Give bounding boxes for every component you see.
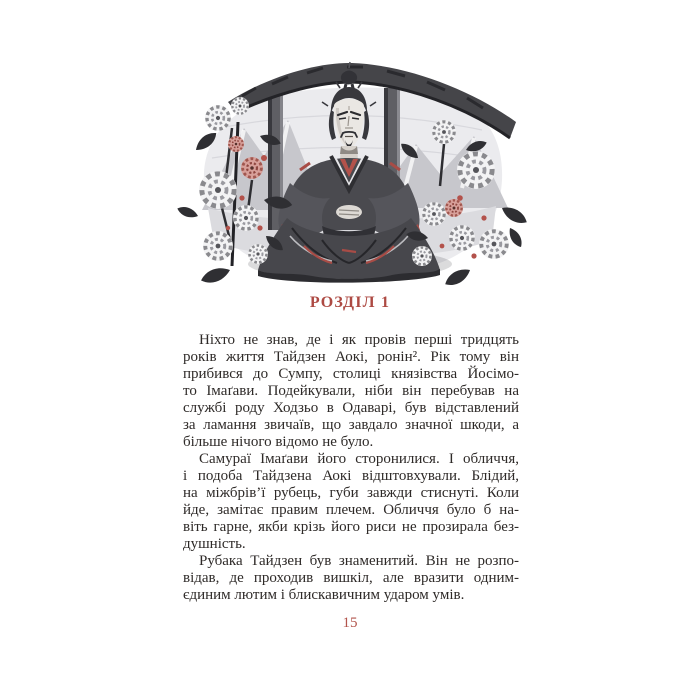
samurai-meditating-illustration <box>172 58 528 292</box>
paragraph-3 <box>183 553 519 604</box>
text-line: і подоба Тайдзена Аокі відштовхували. Блідий, <box>183 468 519 484</box>
body-text <box>183 332 519 604</box>
text-line: то Імаґави. Подейкували, ніби він перебував на <box>183 383 519 399</box>
chapter-heading: РОЗДІЛ 1 <box>309 294 391 311</box>
text-line: відав, де проходив вишкіл, але вразити одним- <box>183 570 519 586</box>
page-number: 15 <box>342 615 358 631</box>
chapter-illustration <box>172 58 528 292</box>
paragraph-1 <box>183 332 519 451</box>
text-line: на міжбрів’ї рубець, губи завжди стиснуті. Коли <box>183 485 519 501</box>
text-line: єдиним лютим і блискавичним ударом умів. <box>183 587 465 603</box>
text-line: Самураї Імаґави його сторонилися. І обличчя, <box>199 451 519 467</box>
text-line: більше нічого відомо не було. <box>183 434 374 450</box>
text-line: за ламання звичаїв, що завдало значної шкоди, а <box>183 417 519 433</box>
paragraph-2 <box>183 451 519 553</box>
text-line: йде, замітає правим плечем. Обличчя було б на- <box>183 502 519 518</box>
text-line: віть гарне, якби крізь його риси не прозирала без- <box>183 519 519 535</box>
text-line: Рубака Тайдзен був знаменитий. Він не розпо- <box>199 553 519 569</box>
text-line: років життя Тайдзен Аокі, ронін². Рік тому він <box>183 349 519 365</box>
text-line: прибився до Сумпу, столиці князівства Йосімо- <box>183 366 519 382</box>
text-line: службі роду Ходзьо в Одаварі, був відставлений <box>183 400 519 416</box>
text-line: душність. <box>183 536 246 552</box>
text-line: Ніхто не знав, де і як провів перші тридцять <box>199 332 519 348</box>
